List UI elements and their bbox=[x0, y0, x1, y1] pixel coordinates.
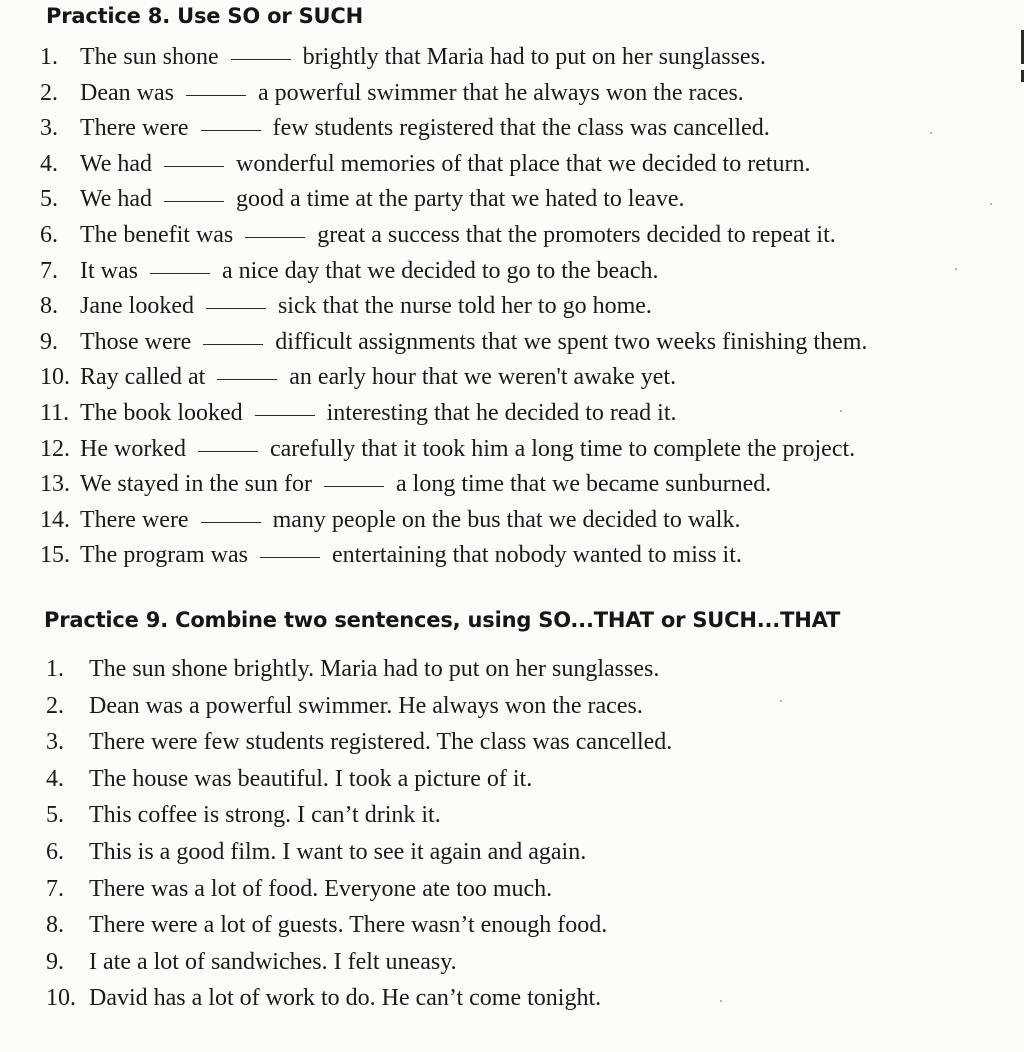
list-item bbox=[46, 651, 672, 688]
practice-9-list bbox=[46, 651, 672, 1017]
answer-blank[interactable] bbox=[255, 395, 315, 416]
sentence-text: The house was beautiful. I took a picture of it. bbox=[89, 765, 533, 792]
list-item bbox=[40, 360, 867, 396]
list-item bbox=[46, 688, 672, 725]
item-number: 13. bbox=[40, 471, 70, 498]
answer-blank[interactable] bbox=[324, 466, 384, 487]
item-number: 10. bbox=[40, 364, 70, 391]
item-number: 7. bbox=[40, 257, 58, 284]
list-item bbox=[40, 396, 867, 432]
sentence-end: carefully that it took him a long time to complete the project. bbox=[269, 435, 856, 462]
list-item bbox=[40, 111, 867, 147]
item-number: 3. bbox=[46, 729, 64, 756]
item-number: 8. bbox=[40, 293, 58, 320]
sentence-text: There was a lot of food. Everyone ate too much. bbox=[89, 875, 553, 902]
scan-speck bbox=[720, 1000, 722, 1002]
list-item bbox=[46, 871, 672, 908]
item-number: 4. bbox=[40, 150, 58, 177]
sentence-end: good a time at the party that we hated to leave. bbox=[236, 186, 685, 213]
list-item bbox=[40, 538, 867, 574]
sentence-text: There were few students registered. The class was cancelled. bbox=[89, 729, 673, 756]
scan-speck bbox=[840, 410, 842, 412]
list-item bbox=[40, 325, 867, 361]
item-number: 11. bbox=[40, 399, 70, 426]
item-number: 1. bbox=[40, 44, 58, 70]
item-number: 6. bbox=[46, 838, 64, 865]
item-number: 15. bbox=[40, 542, 70, 569]
item-number: 3. bbox=[40, 115, 58, 142]
sentence-end: a powerful swimmer that he always won the races. bbox=[257, 79, 744, 106]
sentence-start: It was bbox=[80, 257, 138, 284]
sentence-end: brightly that Maria had to put on her sunglasses. bbox=[302, 44, 766, 70]
sentence-text: This coffee is strong. I can’t drink it. bbox=[89, 802, 441, 829]
practice-9-title: Practice 9. Combine two sentences, using SO...THAT or SUCH...THAT bbox=[44, 608, 841, 632]
practice-8-title: Practice 8. Use SO or SUCH bbox=[46, 4, 363, 28]
answer-blank[interactable] bbox=[231, 39, 291, 60]
sentence-text: The sun shone brightly. Maria had to put on her sunglasses. bbox=[89, 656, 660, 682]
sentence-start: The sun shone bbox=[80, 44, 219, 70]
sentence-text: I ate a lot of sandwiches. I felt uneasy. bbox=[89, 948, 457, 975]
list-item bbox=[40, 467, 867, 503]
scan-speck bbox=[930, 132, 932, 134]
answer-blank[interactable] bbox=[150, 253, 210, 274]
item-number: 2. bbox=[46, 692, 64, 719]
sentence-text: Dean was a powerful swimmer. He always won the races. bbox=[89, 692, 643, 719]
list-item bbox=[40, 40, 867, 76]
list-item bbox=[46, 907, 672, 944]
item-number: 2. bbox=[40, 79, 58, 106]
sentence-start: Those were bbox=[80, 328, 192, 355]
item-number: 6. bbox=[40, 221, 58, 248]
sentence-end: few students registered that the class was cancelled. bbox=[272, 115, 770, 142]
sentence-start: We had bbox=[80, 150, 153, 177]
list-item bbox=[46, 944, 672, 981]
sentence-end: many people on the bus that we decided to walk. bbox=[272, 506, 741, 533]
list-item bbox=[46, 797, 672, 834]
scan-speck bbox=[990, 203, 992, 205]
sentence-end: a long time that we became sunburned. bbox=[396, 471, 772, 498]
list-item bbox=[40, 289, 867, 325]
sentence-start: There were bbox=[80, 506, 189, 533]
answer-blank[interactable] bbox=[164, 146, 224, 167]
sentence-end: a nice day that we decided to go to the beach. bbox=[221, 257, 659, 284]
list-item bbox=[40, 147, 867, 183]
sentence-end: an early hour that we weren't awake yet. bbox=[289, 364, 677, 391]
answer-blank[interactable] bbox=[201, 502, 261, 523]
answer-blank[interactable] bbox=[260, 537, 320, 558]
list-item bbox=[46, 980, 672, 1017]
sentence-start: The program was bbox=[80, 542, 248, 569]
list-item bbox=[40, 218, 867, 254]
sentence-start: The benefit was bbox=[80, 221, 234, 248]
list-item bbox=[40, 432, 867, 468]
sentence-start: Jane looked bbox=[80, 293, 194, 320]
item-number: 9. bbox=[46, 948, 64, 975]
answer-blank[interactable] bbox=[245, 217, 305, 238]
sentence-start: We had bbox=[80, 186, 153, 213]
sentence-text: There were a lot of guests. There wasn’t enough food. bbox=[89, 912, 608, 939]
sentence-start: He worked bbox=[80, 435, 186, 462]
item-number: 7. bbox=[46, 875, 64, 902]
sentence-text: This is a good film. I want to see it again and again. bbox=[89, 838, 587, 865]
item-number: 12. bbox=[40, 435, 70, 462]
list-item bbox=[46, 834, 672, 871]
list-item bbox=[46, 761, 672, 798]
item-number: 1. bbox=[46, 656, 64, 682]
sentence-start: The book looked bbox=[80, 399, 243, 426]
sentence-start: We stayed in the sun for bbox=[80, 471, 313, 498]
practice-8-list bbox=[40, 40, 867, 574]
answer-blank[interactable] bbox=[201, 110, 261, 131]
sentence-start: There were bbox=[80, 115, 189, 142]
list-item bbox=[46, 724, 672, 761]
item-number: 5. bbox=[40, 186, 58, 213]
scan-speck bbox=[955, 268, 957, 270]
sentence-text: David has a lot of work to do. He can’t come tonight. bbox=[89, 985, 602, 1012]
answer-blank[interactable] bbox=[206, 288, 266, 309]
list-item bbox=[40, 254, 867, 290]
sentence-end: difficult assignments that we spent two weeks finishing them. bbox=[275, 328, 868, 355]
answer-blank[interactable] bbox=[164, 181, 224, 202]
answer-blank[interactable] bbox=[203, 324, 263, 345]
answer-blank[interactable] bbox=[198, 431, 258, 452]
item-number: 5. bbox=[46, 802, 64, 829]
answer-blank[interactable] bbox=[217, 359, 277, 380]
item-number: 9. bbox=[40, 328, 58, 355]
sentence-start: Dean was bbox=[80, 79, 174, 106]
list-item bbox=[40, 503, 867, 539]
item-number: 8. bbox=[46, 912, 64, 939]
scan-speck bbox=[780, 700, 782, 702]
sentence-end: great a success that the promoters decided to repeat it. bbox=[317, 221, 836, 248]
list-item bbox=[40, 182, 867, 218]
sentence-end: entertaining that nobody wanted to miss it. bbox=[331, 542, 742, 569]
list-item bbox=[40, 76, 867, 112]
sentence-end: interesting that he decided to read it. bbox=[326, 399, 677, 426]
item-number: 4. bbox=[46, 765, 64, 792]
item-number: 14. bbox=[40, 506, 70, 533]
sentence-end: sick that the nurse told her to go home. bbox=[277, 293, 652, 320]
sentence-start: Ray called at bbox=[80, 364, 206, 391]
item-number: 10. bbox=[46, 985, 76, 1012]
answer-blank[interactable] bbox=[186, 75, 246, 96]
sentence-end: wonderful memories of that place that we decided to return. bbox=[236, 150, 811, 177]
